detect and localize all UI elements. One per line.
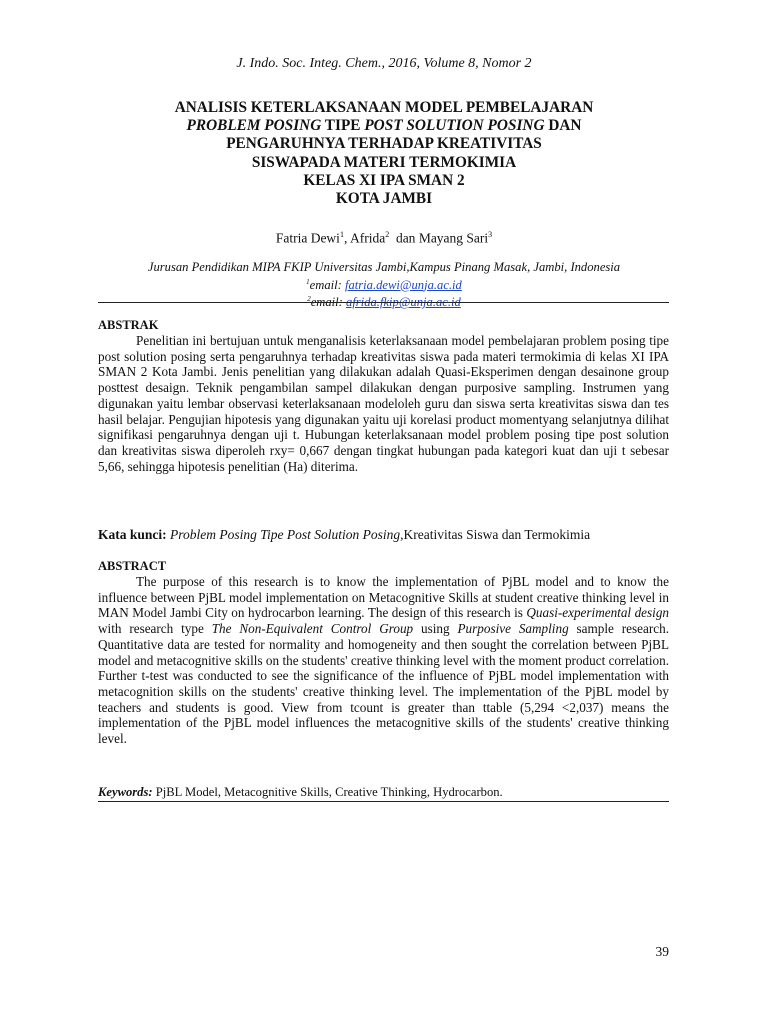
email-1-link[interactable]: fatria.dewi@unja.ac.id <box>344 277 462 292</box>
header-divider <box>98 302 669 303</box>
author-3: Mayang Sari <box>418 230 489 246</box>
keywords-label: Keywords: <box>98 785 153 799</box>
page-number: 39 <box>655 944 669 959</box>
affiliation-institution: Jurusan Pendidikan MIPA FKIP Universitas Jambi,Kampus Pinang Masak, Jambi, Indonesia <box>147 260 621 274</box>
title-line-3: PENGARUHNYA TERHADAP KREATIVITAS <box>226 135 542 153</box>
abstrak-section <box>98 318 669 474</box>
abstract-text-4: sample research. Quantitative data are tested for normality and homogeneity and then sought the correlation between PjBL model and metacognitive skills on the students' creative thinking level with the moment product correlation. Further t-test was conducted to see the significance of the influence of PjBL model implementation with metacognition skills on the students' creative thinking level. The implementation of the PjBL model by teachers and students is good. View from tcount is greater than ttable (5,294 <2,037) means the implementation of the PjBL model influences the metacognitive skills of the students' creative thinking level. <box>98 621 670 747</box>
author-list <box>0 230 768 247</box>
kata-kunci-label: Kata kunci: <box>98 527 167 542</box>
title-line-2 <box>100 117 668 135</box>
abstract-italic-3: Purposive Sampling <box>457 621 569 637</box>
email-2-link[interactable]: afrida.fkip@unja.ac.id <box>346 295 461 310</box>
title-line-4: SISWAPADA MATERI TERMOKIMIA <box>251 153 517 171</box>
title-line-6: KOTA JAMBI <box>335 190 433 208</box>
author-sep-2: dan <box>389 230 419 246</box>
kata-kunci-line <box>98 527 669 543</box>
title-line-5: KELAS XI IPA SMAN 2 <box>303 171 465 189</box>
paper-title <box>100 99 668 208</box>
title-line-2-italic-c: POST SOLUTION POSING <box>364 117 545 135</box>
abstract-italic-1: Quasi-experimental design <box>526 605 670 621</box>
abstract-text-1: The purpose of this research is to know the implementation of PjBL model and to know the influence between PjBL model implementation on Metacognitive Skills at student creative thinking level in MAN Model Jambi City on hydrocarbon learning. The design of this research is <box>98 574 669 621</box>
title-line-2-italic-a: PROBLEM POSING <box>186 117 322 135</box>
email-1-label: email: <box>309 277 345 292</box>
author-2: Afrida <box>349 230 386 246</box>
abstract-text-2: with research type <box>98 621 212 637</box>
author-sep-1: , <box>343 230 350 246</box>
title-line-2-text-b: TIPE <box>321 117 365 135</box>
author-3-sup: 3 <box>488 230 493 239</box>
keywords-divider <box>98 801 669 802</box>
abstrak-heading: ABSTRAK <box>98 318 159 332</box>
abstrak-text: Penelitian ini bertujuan untuk menganalisis keterlaksanaan model pembelajaran problem posing tipe post solution posing serta pengaruhnya terhadap kreativitas siswa pada materi termokimia di kelas XI IPA SMAN 2 Kota Jambi. Jenis penelitian yang dilakukan adalah Quasi-Eksperimen dengan desainone group posttest desaign. Teknik pengambilan sampel dilakukan dengan purposive sampling. Instrumen yang digunakan yaitu lembar observasi keterlaksanaan modeloleh guru dan siswa serta kreativitas siswa dan tes hasil belajar. Pengujian hipotesis yang digunakan yaitu uji korelasi product momentyang selanjutnya dilihat signifikasi pengaruhnya dengan uji t. Hubungan keterlaksanaan model problem posing tipe post solution dan kreativitas siswa diperoleh rxy= 0,667 dengan tingkat hubungan pada kategori kuat dan uji t sebesar 5,66, sehingga hipotesis penelitian (Ha) diterima. <box>98 333 669 474</box>
abstract-italic-2: The Non-Equivalent Control Group <box>211 621 414 637</box>
title-line-1: ANALISIS KETERLAKSANAAN MODEL PEMBELAJARAN <box>174 99 594 116</box>
title-line-2-text-d: DAN <box>544 117 582 135</box>
kata-kunci-italic: Problem Posing Tipe Post Solution Posing <box>166 527 401 542</box>
email-2-label: email: <box>310 295 347 310</box>
kata-kunci-rest: ,Kreativitas Siswa dan Termokimia <box>400 527 591 542</box>
author-1-sup: 1 <box>339 230 344 239</box>
abstract-section <box>98 559 669 747</box>
abstract-heading: ABSTRACT <box>98 559 167 573</box>
abstract-text-3: using <box>413 621 458 637</box>
abstract-text <box>98 574 669 747</box>
keywords-line <box>98 785 669 800</box>
journal-header: J. Indo. Soc. Integ. Chem., 2016, Volume 8, Nomor 2 <box>236 56 532 71</box>
author-1: Fatria Dewi <box>275 230 340 246</box>
email-1-sup: 1 <box>306 277 310 286</box>
author-2-sup: 2 <box>385 230 390 239</box>
email-2-sup: 2 <box>307 295 311 304</box>
email-line-1 <box>0 275 768 293</box>
keywords-rest: PjBL Model, Metacognitive Skills, Creative Thinking, Hydrocarbon. <box>152 785 503 799</box>
